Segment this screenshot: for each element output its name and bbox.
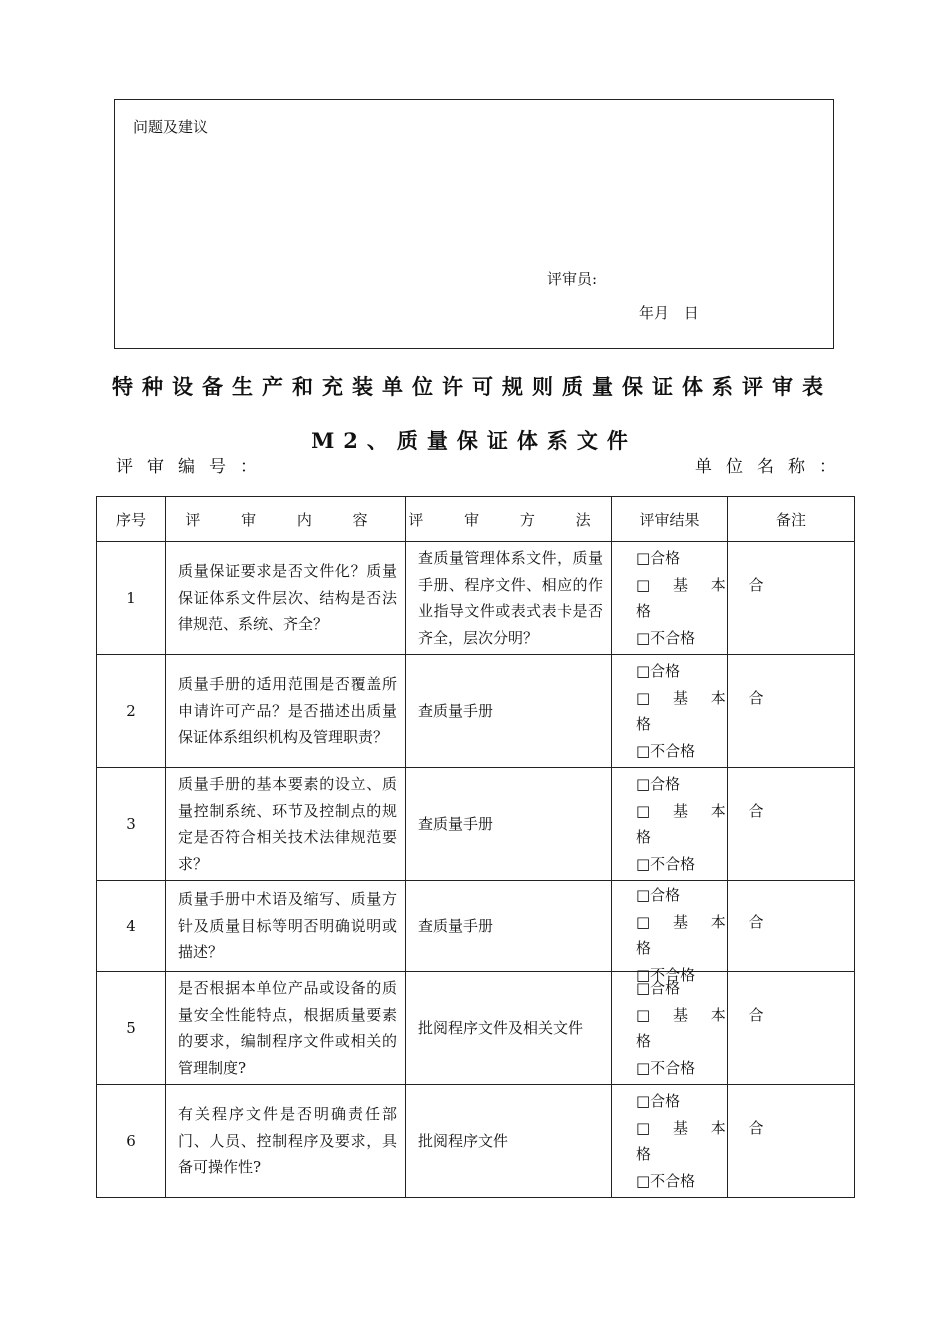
basic-pass-checkbox[interactable]: □ 基 本 合 (636, 1005, 773, 1024)
review-content: 是否根据本单位产品或设备的质量安全性能特点，根据质量要素的要求，编制程序文件或相关的管理制度? (166, 972, 406, 1085)
review-method: 查质量手册 (406, 881, 612, 972)
review-content: 质量保证要求是否文件化？质量保证体系文件层次、结构是否法律规范、系统、齐全？ (166, 542, 406, 655)
comments-label: 问题及建议 (133, 118, 209, 136)
table-row (97, 542, 855, 655)
pass-checkbox[interactable]: □合格 (636, 1092, 681, 1110)
basic-pass-checkbox[interactable]: □ 基 本 合 (636, 801, 773, 820)
basic-pass-label-cont: 格 (636, 1145, 652, 1163)
reviewer-label: 评审员: (547, 270, 598, 288)
review-content: 质量手册的适用范围是否覆盖所申请许可产品？是否描述出质量保证体系组织机构及管理职责？ (166, 655, 406, 768)
remark-cell[interactable] (728, 972, 855, 1085)
pass-checkbox[interactable]: □合格 (636, 886, 681, 904)
form-subtitle: M2、质量保证体系文件 (311, 428, 637, 453)
review-method: 查质量管理体系文件，质量手册、程序文件、相应的作业指导文件或表式表卡是否齐全，层次分明？ (406, 542, 612, 655)
review-table (96, 496, 855, 1198)
row-number: 3 (97, 768, 166, 881)
review-result (612, 972, 773, 1085)
basic-pass-checkbox[interactable]: □ 基 本 合 (636, 1118, 773, 1137)
basic-pass-label-cont: 格 (636, 602, 652, 620)
remark-cell[interactable] (728, 1085, 855, 1198)
header-remark: 备注 (728, 497, 855, 542)
review-result (612, 1085, 773, 1198)
remark-cell[interactable] (728, 542, 855, 655)
pass-checkbox[interactable]: □合格 (636, 979, 681, 997)
header-content: 评 审 内 容 (166, 497, 406, 542)
review-result (612, 768, 773, 881)
review-result (612, 542, 773, 655)
basic-pass-label-cont: 格 (636, 939, 652, 957)
basic-pass-label-cont: 格 (636, 1032, 652, 1050)
fail-checkbox[interactable]: □不合格 (636, 965, 696, 984)
pass-checkbox[interactable]: □合格 (636, 662, 681, 680)
header-method: 评 审 方 法 (406, 497, 612, 542)
table-row (97, 972, 855, 1085)
review-method: 批阅程序文件及相关文件 (406, 972, 612, 1085)
fail-checkbox[interactable]: □不合格 (636, 628, 696, 647)
row-number: 1 (97, 542, 166, 655)
header-result: 评审结果 (612, 497, 728, 542)
review-method: 批阅程序文件 (406, 1085, 612, 1198)
date-label: 年月 日 (639, 304, 699, 322)
review-result (612, 881, 773, 984)
header-no: 序号 (97, 497, 166, 542)
row-number: 2 (97, 655, 166, 768)
review-method: 查质量手册 (406, 655, 612, 768)
basic-pass-checkbox[interactable]: □ 基 本 合 (636, 575, 773, 594)
fail-checkbox[interactable]: □不合格 (636, 1058, 696, 1077)
table-row (97, 655, 855, 768)
table-header-row (97, 497, 855, 542)
remark-cell[interactable] (728, 768, 855, 881)
basic-pass-checkbox[interactable]: □ 基 本 合 (636, 912, 773, 931)
table-row (97, 1085, 855, 1198)
table-row (97, 881, 855, 972)
form-title: 特种设备生产和充装单位许可规则质量保证体系评审表 (112, 374, 832, 399)
review-number-label: 评审编号： (116, 457, 271, 477)
fail-checkbox[interactable]: □不合格 (636, 741, 696, 760)
fail-checkbox[interactable]: □不合格 (636, 854, 696, 873)
row-number: 6 (97, 1085, 166, 1198)
review-content: 质量手册的基本要素的设立、质量控制系统、环节及控制点的规定是否符合相关技术法律规范要求？ (166, 768, 406, 881)
review-content: 质量手册中术语及缩写、质量方针及质量目标等明否明确说明或描述？ (166, 881, 406, 972)
result-clip (636, 882, 773, 984)
row-number: 5 (97, 972, 166, 1085)
fail-checkbox[interactable]: □不合格 (636, 1171, 696, 1190)
review-method: 查质量手册 (406, 768, 612, 881)
review-result (612, 655, 773, 768)
row-number: 4 (97, 881, 166, 972)
comments-box (114, 99, 834, 349)
basic-pass-label-cont: 格 (636, 828, 652, 846)
table-row (97, 768, 855, 881)
basic-pass-label-cont: 格 (636, 715, 652, 733)
pass-checkbox[interactable]: □合格 (636, 775, 681, 793)
review-content: 有关程序文件是否明确责任部门、人员、控制程序及要求，具备可操作性? (166, 1085, 406, 1198)
unit-name-label: 单位名称： (695, 457, 850, 477)
remark-cell[interactable] (728, 655, 855, 768)
basic-pass-checkbox[interactable]: □ 基 本 合 (636, 688, 773, 707)
pass-checkbox[interactable]: □合格 (636, 549, 681, 567)
